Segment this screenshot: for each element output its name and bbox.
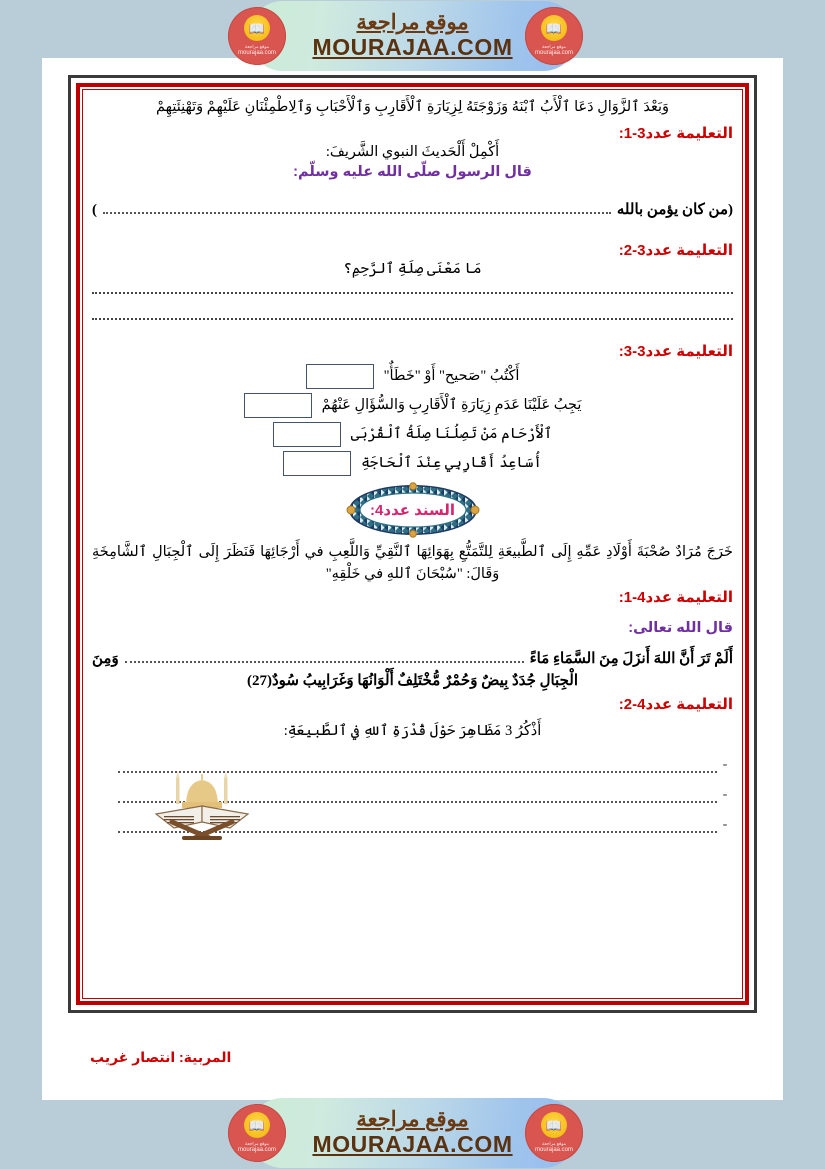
brand-arabic-title: موقع مراجعة (356, 1108, 469, 1132)
open-book-icon: 📖 (244, 1112, 270, 1138)
tf-box-3[interactable] (283, 451, 351, 476)
brand-badge-right-bottom (525, 1104, 583, 1162)
verse-blank-line[interactable] (125, 651, 524, 663)
badge-english-label: mourajaa.com (238, 50, 277, 57)
worksheet-red-border (76, 83, 749, 1005)
verse-line-2: الْجِبَالِ جُدَدٌ بِيضٌ وَحُمْرٌ مُّخْتَلِفٌ أَلْوَانُهَا وَغَرَابِيبُ سُودٌ(27) (246, 673, 579, 690)
verse-line-1[interactable] (92, 648, 733, 671)
tf-box-1[interactable] (244, 393, 312, 418)
badge-arabic-label: موقع مراجعة (542, 44, 566, 50)
tf-statement-2: ٱلْأَرْحَام مَنْ تَصِلُنَا صِلَةُ ٱلْقُرْبَى (350, 425, 553, 442)
instruction-3-1: أَكْمِلْ أَلْحَديثَ النبوي الشَّريفَ: (325, 143, 500, 160)
hadith-answer-row[interactable] (92, 200, 733, 219)
hadith-closing-paren: ) (92, 201, 97, 218)
teacher-signature: المربية: انتصار غريب (90, 1049, 232, 1065)
hadith-quote-label: قال الرسول صلّى الله عليه وسلّم: (293, 163, 532, 180)
section-heading-4-2: التعليمة عدد4-2: (618, 695, 733, 713)
instruction-3-3: أَكْتُبُ "صَحيح" أَوْ "خَطَأٌ" (383, 367, 520, 384)
tf-instruction-row (92, 364, 733, 389)
bottom-brand-bar (0, 1097, 825, 1169)
source-banner-wrap (92, 482, 733, 538)
brand-english-title: MOURAJAA.COM (312, 1131, 513, 1158)
brand-badge-left-bottom (228, 1104, 286, 1162)
section-heading-4-1: التعليمة عدد4-1: (618, 588, 733, 606)
verse-part-2: وَمِنَ (92, 650, 119, 667)
open-book-icon: 📖 (541, 1112, 567, 1138)
bullet-dash-3: - (722, 816, 728, 832)
brand-english-title: MOURAJAA.COM (312, 34, 513, 61)
section-heading-3-2: التعليمة عدد3-2: (618, 241, 733, 259)
badge-arabic-label: موقع مراجعة (542, 1141, 566, 1147)
badge-english-label: mourajaa.com (535, 1147, 574, 1154)
brand-arabic-title: موقع مراجعة (356, 11, 469, 35)
brand-badge-right (525, 7, 583, 65)
intro-paragraph: وَبَعْدَ ٱلزَّوَالِ دَعَا ٱلْأَبُ ٱبْنَهُ وَزَوْجَتَهُ لِزِيَارَةِ ٱلْأَقَارِبِ وَٱلْأَحْبَابِ وَٱلِاطْمِئْنَانِ عَلَيْهِمْ وَتَهْنِئَتِهِمْ (155, 99, 669, 115)
brand-badge-left (228, 7, 286, 65)
worksheet-outer-frame (68, 75, 757, 1013)
tf-row-1 (92, 393, 733, 418)
question-3-2: مَا مَعْنَى صِلَةِ ٱلرَّحِمِ؟ (343, 260, 482, 277)
instruction-4-2: أَذْكُرُ 3 مَظَاهِرَ حَوْلَ قُدْرَةِ ٱللهِ في ٱلطَّبيعَةِ: (283, 722, 542, 739)
bullet-dash-1: - (722, 756, 728, 772)
tf-box-example[interactable] (306, 364, 374, 389)
hadith-opening-text: (من كان يؤمن بالله (616, 201, 733, 218)
badge-english-label: mourajaa.com (535, 50, 574, 57)
badge-arabic-label: موقع مراجعة (245, 1141, 269, 1147)
open-book-icon: 📖 (244, 15, 270, 41)
tf-statement-1: يَجِبُ عَلَيْنَا عَدَمِ زِيَارَةِ ٱلْأَقَارِبِ وَالسُّؤَالِ عَنْهُمْ (321, 396, 582, 413)
quran-quote-label: قال الله تعالى: (628, 619, 733, 636)
answer-line-3-2-a[interactable] (92, 292, 733, 294)
quran-rehal-image (142, 762, 262, 840)
section-heading-3-3: التعليمة عدد3-3: (618, 343, 733, 361)
top-brand-bar (0, 0, 825, 72)
section-heading-3-1: التعليمة عدد3-1: (618, 124, 733, 142)
hadith-blank-line[interactable] (103, 202, 611, 214)
ornate-oval-frame-icon (325, 482, 501, 538)
worksheet-content (92, 95, 733, 993)
answer-line-3-2-b[interactable] (92, 318, 733, 320)
source-banner-label: السند عدد4: (370, 502, 455, 520)
badge-arabic-label: موقع مراجعة (245, 44, 269, 50)
tf-row-2 (92, 422, 733, 447)
tf-statement-3: أُسَاعِدُ أَقَارِبِي عِنْدَ ٱلْحَاجَةِ (361, 454, 542, 471)
tf-row-3 (92, 451, 733, 476)
verse-part-1: أَلَمْ تَرَ أَنَّ اللهَ أَنزَلَ مِنَ السَّمَاءِ مَاءً (529, 650, 733, 667)
open-book-icon: 📖 (541, 15, 567, 41)
bullet-dash-2: - (722, 786, 728, 802)
passage-4-text: خَرَجَ مُرَادٌ صُحْبَةَ أَوْلَادِ عَمِّهِ إِلَى ٱلطَّبيعَةِ لِلتَّمَتُّعِ بِهَوَائِهَا ٱلنَّقِيِّ وَاللَّعِبِ في أَرْجَائِهَا فَنَظَرَ إِلَى ٱلْجِبَالِ ٱلشَّامِخَةِ وَقَالَ: "سُبْحَانَ ٱللهِ في خَلْقِهِ" (92, 544, 733, 582)
tf-box-2[interactable] (273, 422, 341, 447)
badge-english-label: mourajaa.com (238, 1147, 277, 1154)
teacher-signature-wrap (90, 1049, 231, 1066)
